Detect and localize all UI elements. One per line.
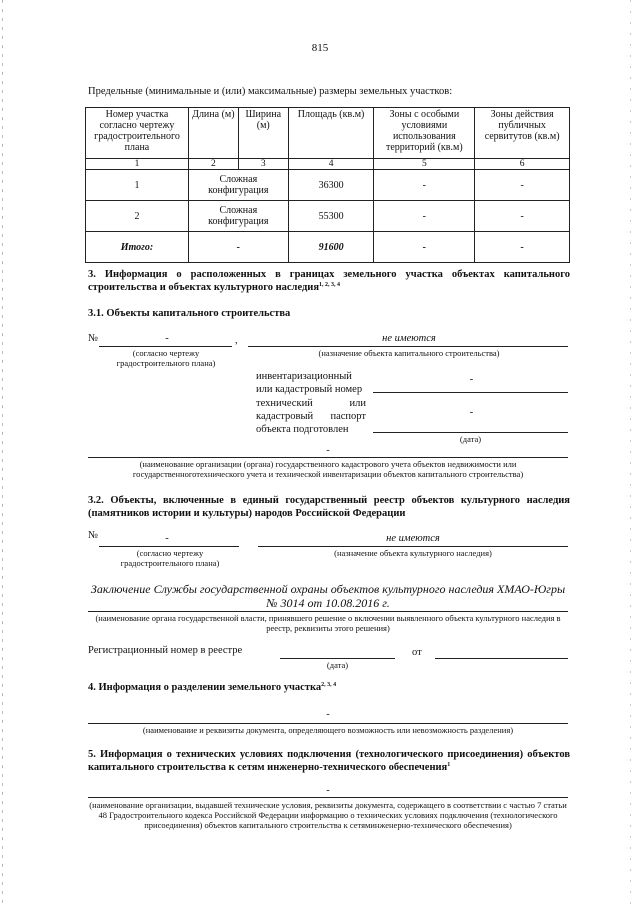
underline (88, 457, 568, 458)
table-colnum-cell: 5 (374, 159, 475, 170)
tech-passport-value: - (469, 407, 474, 418)
table-cell: 1 (86, 170, 189, 201)
from-label: от (412, 647, 422, 658)
table-cell: 2 (86, 201, 189, 232)
section-3-title (88, 268, 570, 294)
table-cell: - (475, 201, 570, 232)
footnote-ref: 1, 2, 3, 4 (319, 282, 341, 288)
table-row (86, 170, 570, 201)
cadastral-org-value: - (326, 445, 330, 456)
table-header-cell: Номер участка согласно чертежу градостроительного плана (86, 108, 189, 159)
table-cell: Сложная конфигурация (188, 170, 288, 201)
table-cell: 36300 (288, 170, 374, 201)
table-cell: - (374, 232, 475, 263)
underline (88, 723, 568, 724)
heritage-conclusion: Заключение Службы государственной охраны объектов культурного наследия ХМАО-Югры № 3014 от 10.08.2016 г. (90, 582, 566, 610)
caption-authority: (наименование органа государственной власти, принявшего решение о включении выявленного объекта культурного наследия в реестр, реквизиты этого решения) (95, 613, 561, 633)
table-colnum-cell: 1 (86, 159, 189, 170)
table-header-cell: Зоны с особыми условиями использования территорий (кв.м) (374, 108, 475, 159)
footnote-ref: 1 (447, 762, 451, 768)
caption-subdivision: (наименование и реквизиты документа, определяющего возможность или невозможность разделения) (142, 725, 514, 735)
underline (99, 546, 239, 547)
underline (88, 797, 568, 798)
underline (99, 346, 232, 347)
caption-drawing: (согласно чертежу градостроительного плана) (116, 348, 216, 368)
number-label: № (88, 333, 99, 344)
section-5-title (88, 748, 570, 774)
scan-edge-right (630, 0, 631, 905)
caption-drawing: (согласно чертежу градостроительного плана) (120, 548, 220, 568)
underline (280, 658, 395, 659)
table-cell: - (374, 201, 475, 232)
table-cell: Сложная конфигурация (188, 201, 288, 232)
caption-heritage-purpose: (назначение объекта культурного наследия) (334, 548, 492, 558)
section-3-title-text: 3. Информация о расположенных в границах земельного участка объектах капитального строительства и объектах культурного наследия (88, 269, 570, 293)
table-cell: - (475, 170, 570, 201)
table-cell: 55300 (288, 201, 374, 232)
table-header-cell: Ширина (м) (238, 108, 288, 159)
tech-conditions-value: - (326, 785, 330, 796)
inventory-number-label: инвентаризационный или кадастровый номер (256, 371, 363, 395)
table-header-cell: Длина (м) (188, 108, 238, 159)
page-number: 815 (311, 42, 329, 54)
section-4-title-text: 4. Информация о разделении земельного участка (88, 682, 322, 693)
table-header-cell: Площадь (кв.м) (288, 108, 374, 159)
table-colnum-row (86, 159, 570, 170)
table-header-row (86, 108, 570, 159)
number-label: № (88, 530, 99, 541)
table-colnum-cell: 2 (188, 159, 238, 170)
table-colnum-cell: 6 (475, 159, 570, 170)
comma: , (235, 335, 238, 346)
underline (248, 346, 568, 347)
table-row (86, 201, 570, 232)
table-total-area: 91600 (288, 232, 374, 263)
table-header-cell: Зоны действия публичных сервитутов (кв.м) (475, 108, 570, 159)
table-colnum-cell: 3 (238, 159, 288, 170)
footnote-ref: 2, 3, 4 (321, 682, 337, 688)
underline (258, 546, 568, 547)
inventory-number-value: - (469, 374, 474, 385)
caption-tech-conditions: (наименование организации, выдавшей технические условия, реквизиты документа, содержащего в соответствии с частью 7 статьи 48 Градостроительного кодекса Российской Федерации информацию о технических условиях подключения (технологического присоединения) объектов капитального строительства к сетяминженерно-технического обеспечения) (89, 800, 567, 830)
table-cell: - (374, 170, 475, 201)
underline (435, 658, 568, 659)
land-sizes-table (85, 107, 570, 263)
table-total-row (86, 232, 570, 263)
underline (373, 432, 568, 433)
section-5-title-text: 5. Информация о технических условиях подключения (технологического присоединения) объектов капитального строительства к сетям инженерно-технического обеспечения (88, 749, 570, 773)
underline (88, 611, 568, 612)
subdivision-value: - (326, 709, 330, 720)
intro-text: Предельные (минимальные и (или) максимальные) размеры земельных участков: (88, 86, 453, 97)
caption-object-purpose: (назначение объекта капитального строительства) (318, 348, 500, 358)
scan-edge-left (2, 0, 3, 905)
caption-cadastral-org: (наименование организации (органа) государственного кадастрового учета объектов недвижимости или государственноготехнического учета и технической инвентаризации объектов капитального строительства) (132, 459, 524, 479)
caption-date: (дата) (326, 660, 349, 670)
section-4-title (88, 681, 336, 694)
capital-object-value: не имеются (382, 333, 436, 344)
heritage-number-value: - (165, 533, 169, 544)
table-cell: - (188, 232, 288, 263)
table-total-label: Итого: (86, 232, 189, 263)
registry-number-label: Регистрационный номер в реестре (88, 645, 243, 656)
section-31-title: 3.1. Объекты капитального строительства (88, 308, 291, 319)
table-cell: - (475, 232, 570, 263)
section-32-title: 3.2. Объекты, включенные в единый государственный реестр объектов культурного наследия (памятников истории и культуры) народов Российской Федерации (88, 495, 570, 519)
tech-passport-label: технический или кадастровый паспорт объекта подготовлен (256, 398, 366, 435)
heritage-object-value: не имеются (386, 533, 440, 544)
caption-date: (дата) (459, 434, 482, 444)
table-colnum-cell: 4 (288, 159, 374, 170)
plot-number-value: - (165, 333, 169, 344)
underline (373, 392, 568, 393)
